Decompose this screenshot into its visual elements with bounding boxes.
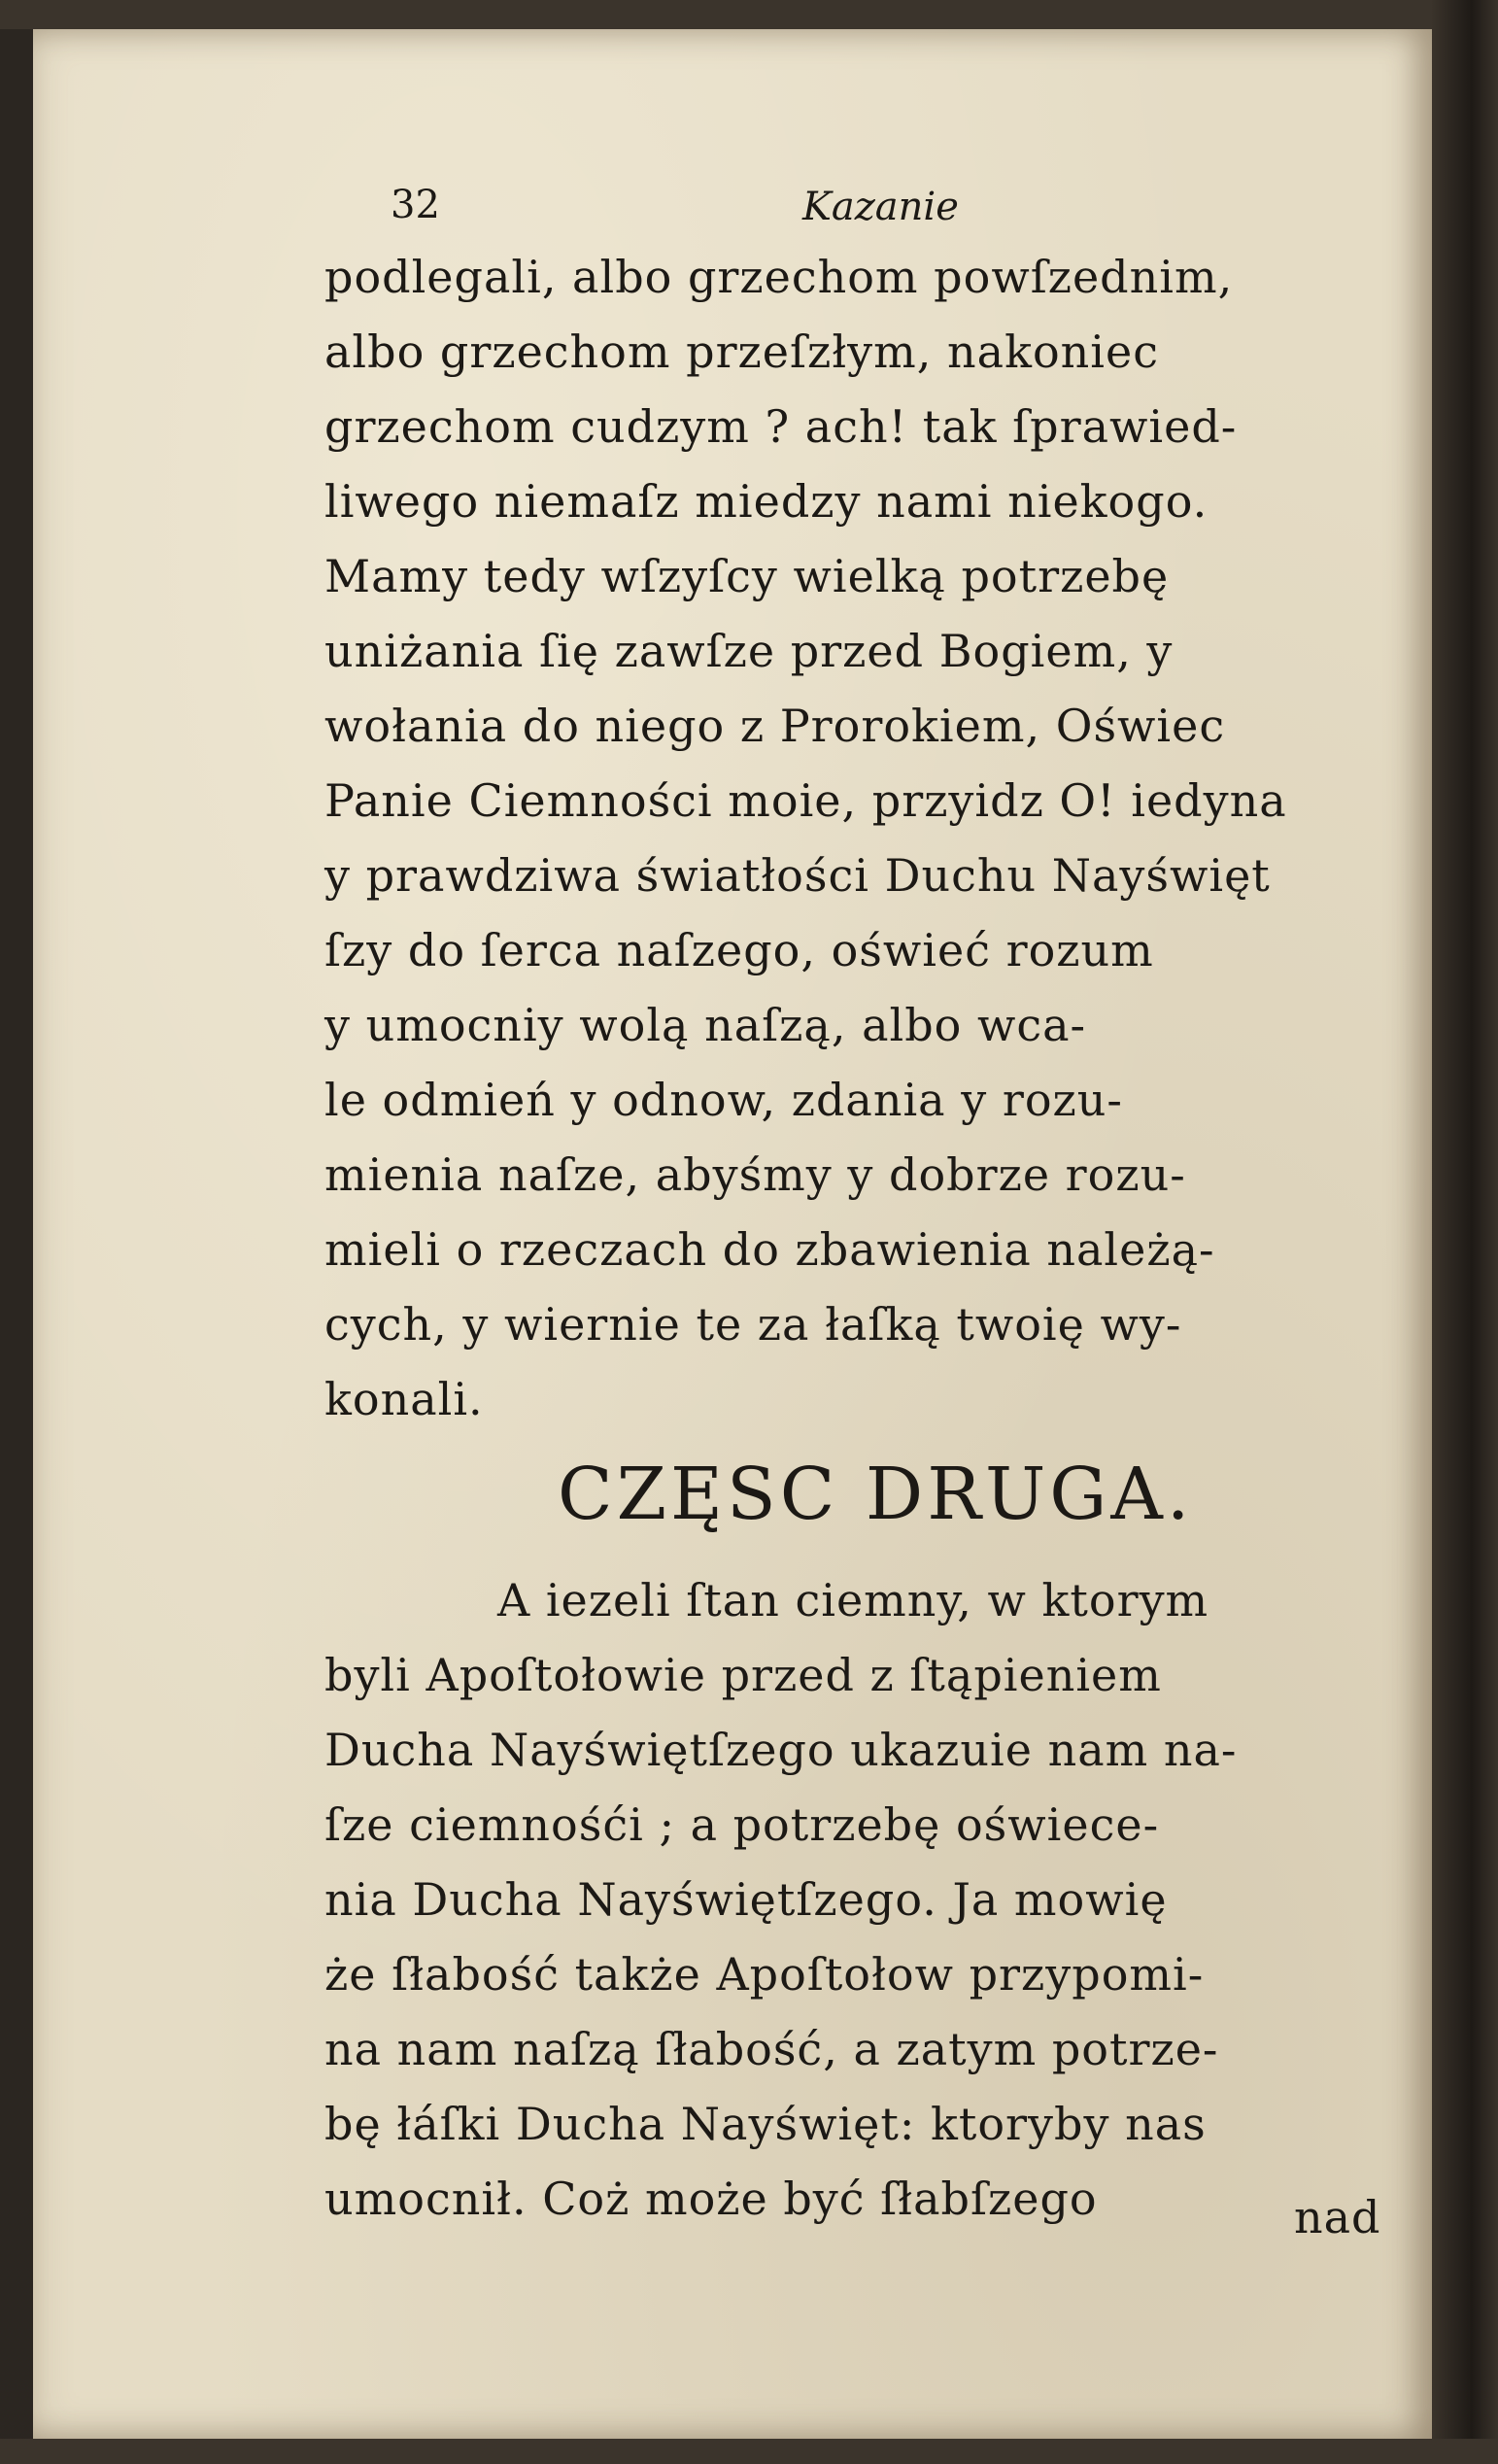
text-line: mieli o rzeczach do zbawienia należą- xyxy=(324,1223,1215,1276)
section-heading: CZĘSC DRUGA. xyxy=(558,1453,1194,1536)
text-line: Ducha Nayświętſzego ukazuie nam na- xyxy=(324,1724,1238,1776)
text-line: liwego niemaſz miedzy nami niekogo. xyxy=(324,475,1209,528)
text-line: albo grzechom przeſzłym, nakoniec xyxy=(324,325,1159,378)
book-page xyxy=(33,29,1432,2439)
text-line: uniżania ſię zawſze przed Bogiem, y xyxy=(324,625,1174,677)
running-head: Kazanie xyxy=(802,185,959,229)
text-line: Panie Ciemności moie, przyidz O! iedyna xyxy=(324,774,1287,827)
text-line: że ſłabość także Apoſtołow przypomi- xyxy=(324,1948,1205,2001)
text-line: y umocniy wolą naſzą, albo wca- xyxy=(324,999,1087,1051)
text-line: y prawdziwa światłości Duchu Nayświęt xyxy=(324,849,1271,902)
text-line: na nam naſzą ſłabość, a zatym potrze- xyxy=(324,2023,1219,2075)
text-line: ſzy do ſerca naſzego, oświeć rozum xyxy=(324,924,1154,976)
text-line: umocnił. Coż może być ſłabſzego xyxy=(324,2173,1098,2225)
text-line: A iezeli ſtan ciemny, w ktorym xyxy=(497,1574,1209,1626)
text-line: bę łáſki Ducha Nayświęt: ktoryby nas xyxy=(324,2098,1207,2150)
scan-top-edge xyxy=(0,0,1498,29)
page-number: 32 xyxy=(391,183,440,227)
text-line: wołania do niego z Prorokiem, Oświec xyxy=(324,700,1226,752)
text-line: mienia naſze, abyśmy y dobrze rozu- xyxy=(324,1148,1186,1201)
text-line: podlegali, albo grzechom powſzednim, xyxy=(324,251,1234,303)
text-line: nia Ducha Nayświętſzego. Ja mowię xyxy=(324,1873,1168,1926)
text-line: byli Apoſtołowie przed z ſtąpieniem xyxy=(324,1649,1162,1701)
text-line: grzechom cudzym ? ach! tak ſprawied- xyxy=(324,400,1238,453)
book-binding-edge xyxy=(1432,0,1498,2464)
catchword: nad xyxy=(1294,2191,1381,2243)
text-line: le odmień y odnow, zdania y rozu- xyxy=(324,1074,1123,1126)
text-line: cych, y wiernie te za łaſką twoię wy- xyxy=(324,1298,1182,1351)
text-line: Mamy tedy wſzyſcy wielką potrzebę xyxy=(324,550,1170,602)
scan-bottom-edge xyxy=(0,2439,1498,2464)
text-line: konali. xyxy=(324,1373,484,1425)
text-line: ſze ciemnośći ; a potrzebę oświece- xyxy=(324,1798,1160,1851)
